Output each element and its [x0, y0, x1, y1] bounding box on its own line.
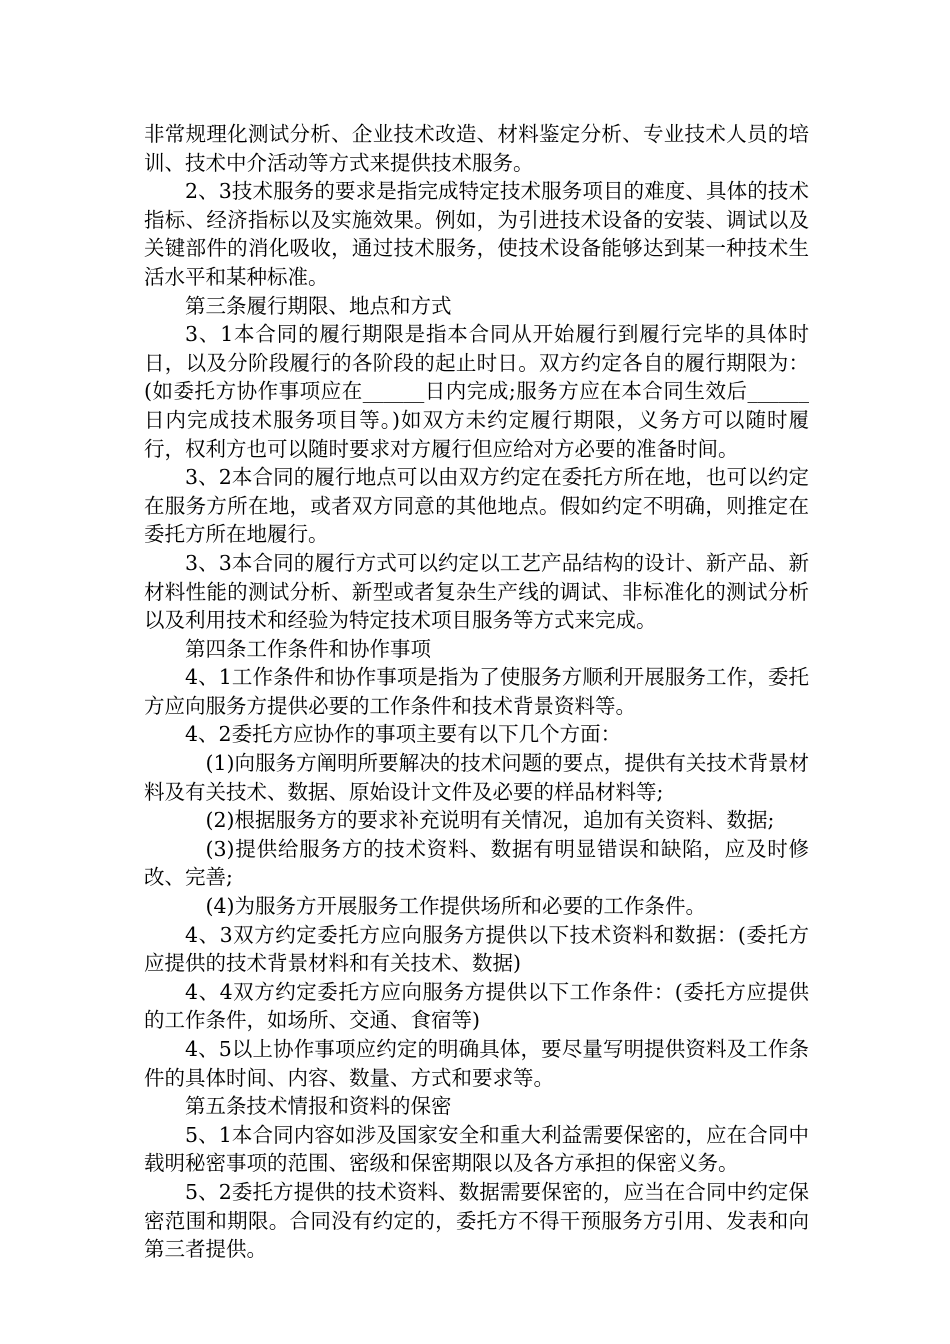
article-4-heading: 第四条工作条件和协作事项 [185, 636, 431, 661]
paragraph-4-5: 4、5以上协作事项应约定的明确具体，要尽量写明提供资料及工作条件的具体时间、内容、数量、方式和要求等。 [144, 1037, 809, 1090]
paragraph-4-2: 4、2委托方应协作的事项主要有以下几个方面： [185, 722, 622, 747]
document-page [144, 120, 809, 1264]
list-item-2: (2)根据服务方的要求补充说明有关情况，追加有关资料、数据; [205, 808, 775, 833]
paragraph-4-1: 4、1工作条件和协作事项是指为了使服务方顺利开展服务工作，委托方应向服务方提供必要的工作条件和技术背景资料等。 [144, 665, 809, 718]
paragraph-4-4: 4、4双方约定委托方应向服务方提供以下工作条件：(委托方应提供的工作条件，如场所、交通、食宿等) [144, 979, 809, 1033]
paragraph-5-1: 5、1本合同内容如涉及国家安全和重大利益需要保密的，应在合同中载明秘密事项的范围、密级和保密期限以及各方承担的保密义务。 [144, 1122, 809, 1176]
paragraph-3-1: 3、1本合同的履行期限是指本合同从开始履行到履行完毕的具体时日，以及分阶段履行的各阶段的起止时日。双方约定各自的履行期限为：(如委托方协作事项应在______日内完成;服务方应在本合同生效后______日内完成技术服务项目等。)如双方未约定履行期限，义务方可以随时履行，权利方也可以随时要求对方履行但应给对方必要的准备时间。 [144, 322, 809, 461]
list-item-4: (4)为服务方开展服务工作提供场所和必要的工作条件。 [205, 894, 707, 919]
paragraph-2-3: 2、3技术服务的要求是指完成特定技术服务项目的难度、具体的技术指标、经济指标以及实施效果。例如，为引进技术设备的安装、调试以及关键部件的消化吸收，通过技术服务，使技术设备能够达到某一种技术生活水平和某种标准。 [144, 179, 809, 289]
list-item-1: (1)向服务方阐明所要解决的技术问题的要点，提供有关技术背景材料及有关技术、数据、原始设计文件及必要的样品材料等; [144, 751, 809, 804]
paragraph-4-3: 4、3双方约定委托方应向服务方提供以下技术资料和数据：(委托方应提供的技术背景材料和有关技术、数据) [144, 922, 809, 976]
paragraph-5-2: 5、2委托方提供的技术资料、数据需要保密的，应当在合同中约定保密范围和期限。合同没有约定的，委托方不得干预服务方引用、发表和向第三者提供。 [144, 1179, 809, 1262]
article-3-heading: 第三条履行期限、地点和方式 [185, 293, 452, 318]
paragraph-3-3: 3、3本合同的履行方式可以约定以工艺产品结构的设计、新产品、新材料性能的测试分析、新型或者复杂生产线的调试、非标准化的测试分析以及利用技术和经验为特定技术项目服务等方式来完成。 [144, 550, 809, 633]
list-item-3: (3)提供给服务方的技术资料、数据有明显错误和缺陷，应及时修改、完善; [144, 836, 809, 890]
paragraph-continuation: 非常规理化测试分析、企业技术改造、材料鉴定分析、专业技术人员的培训、技术中介活动等方式来提供技术服务。 [144, 122, 809, 175]
article-5-heading: 第五条技术情报和资料的保密 [185, 1094, 452, 1119]
paragraph-3-2: 3、2本合同的履行地点可以由双方约定在委托方所在地，也可以约定在服务方所在地，或者双方同意的其他地点。假如约定不明确，则推定在委托方所在地履行。 [144, 465, 809, 547]
